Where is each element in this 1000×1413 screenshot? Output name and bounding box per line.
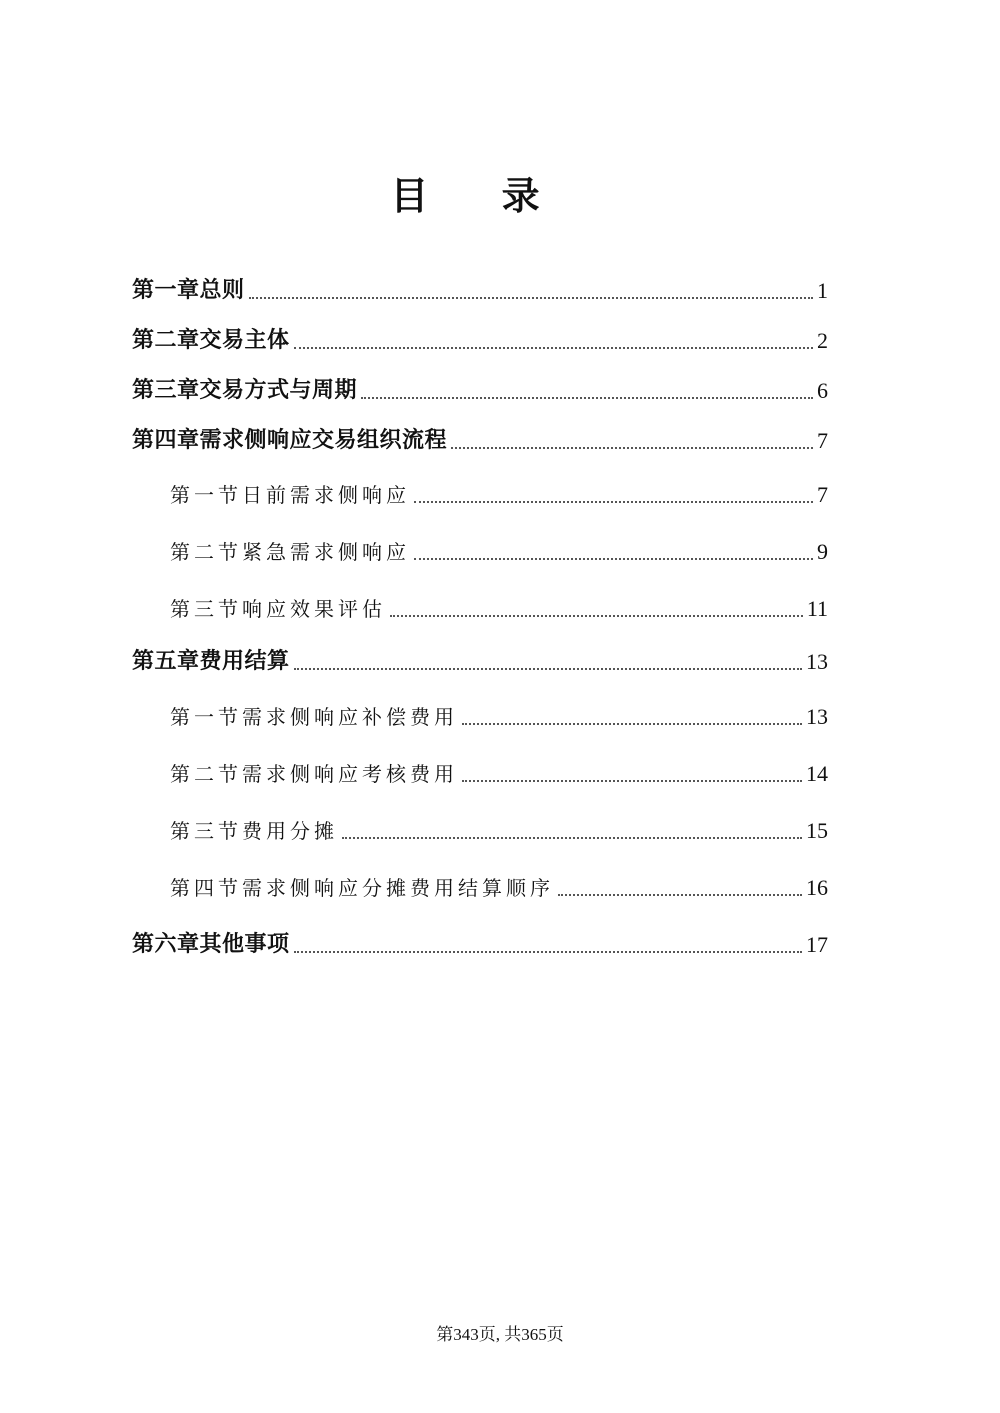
dot-leader [249,296,813,299]
toc-entry-page-number: 13 [806,704,828,729]
toc-entry-label: 第五章费用结算 [132,649,290,674]
dot-leader [451,446,813,449]
toc-entry-page-number: 11 [806,596,828,621]
toc-entry-label: 第二节紧急需求侧响应 [170,540,410,564]
toc-entry-label: 第一节日前需求侧响应 [170,483,410,507]
toc-entry-page-number: 9 [817,539,828,564]
toc-entry-chapter-3[interactable] [132,373,828,407]
dot-leader [414,500,813,503]
page-footer: 第343页, 共365页 [436,1325,564,1344]
dot-leader [294,950,802,953]
toc-entry-chapter-5[interactable] [132,644,828,678]
toc-entry-section-4-1[interactable] [170,477,828,511]
toc-entry-chapter-2[interactable] [132,323,828,357]
toc-entry-section-5-3[interactable] [170,813,828,847]
toc-entry-chapter-1[interactable] [132,273,828,307]
toc-entry-section-5-4[interactable] [170,870,828,904]
toc-title: 目 录 [390,173,570,218]
dot-leader [361,396,813,399]
toc-entry-page-number: 13 [806,649,828,674]
dot-leader [342,836,802,839]
dot-leader [462,722,802,725]
toc-entry-label: 第三节费用分摊 [170,819,338,843]
toc-entry-label: 第二章交易主体 [132,328,290,353]
toc-entry-chapter-6[interactable] [132,927,828,961]
toc-entry-page-number: 17 [806,932,828,957]
toc-entry-section-4-3[interactable] [170,591,828,625]
toc-entry-section-4-2[interactable] [170,534,828,568]
toc-entry-page-number: 1 [817,278,828,303]
toc-entry-label: 第四节需求侧响应分摊费用结算顺序 [170,876,554,900]
toc-entry-label: 第三章交易方式与周期 [132,378,358,403]
toc-entry-page-number: 16 [806,875,828,900]
toc-entry-label: 第六章其他事项 [132,932,290,957]
toc-entry-label: 第三节响应效果评估 [170,597,386,621]
toc-entry-page-number: 7 [817,482,828,507]
toc-entry-chapter-4[interactable] [132,423,828,457]
toc-entry-page-number: 7 [817,428,828,453]
toc-entry-page-number: 15 [806,818,828,843]
dot-leader [390,614,803,617]
dot-leader [414,557,813,560]
dot-leader [462,779,802,782]
toc-entry-section-5-2[interactable] [170,756,828,790]
toc-entry-page-number: 2 [817,328,828,353]
dot-leader [294,346,813,349]
dot-leader [558,893,802,896]
toc-entry-label: 第四章需求侧响应交易组织流程 [132,428,448,453]
toc-entry-label: 第二节需求侧响应考核费用 [170,762,458,786]
toc-entry-section-5-1[interactable] [170,699,828,733]
toc-entry-label: 第一章总则 [132,278,245,303]
toc-entry-label: 第一节需求侧响应补偿费用 [170,705,458,729]
toc-entry-page-number: 6 [817,378,828,403]
dot-leader [294,667,802,670]
toc-entry-page-number: 14 [806,761,828,786]
